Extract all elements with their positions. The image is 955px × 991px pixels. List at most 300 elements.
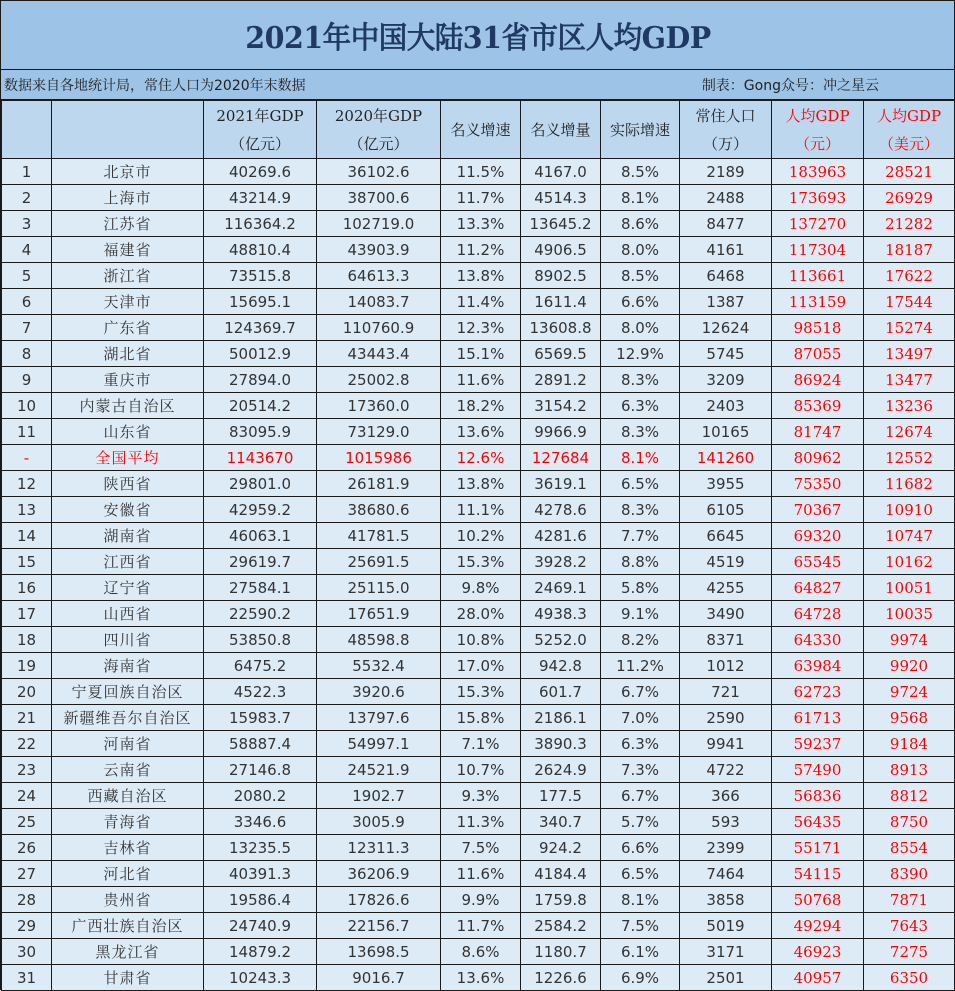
per-capita-cny-cell: 62723 xyxy=(772,679,864,705)
per-capita-usd-cell: 8554 xyxy=(864,835,955,861)
gdp2020-cell: 41781.5 xyxy=(317,523,441,549)
header-name xyxy=(52,101,204,159)
nominal-increase-cell: 2624.9 xyxy=(521,757,601,783)
province-name: 宁夏回族自治区 xyxy=(52,679,204,705)
per-capita-usd-cell: 26929 xyxy=(864,185,955,211)
province-name: 山东省 xyxy=(52,419,204,445)
nominal-increase-cell: 177.5 xyxy=(521,783,601,809)
gdp2020-cell: 17360.0 xyxy=(317,393,441,419)
real-growth-cell: 6.9% xyxy=(601,965,680,991)
population-cell: 141260 xyxy=(680,445,772,471)
gdp2020-cell: 17826.6 xyxy=(317,887,441,913)
rank-cell: 3 xyxy=(2,211,52,237)
rank-cell: 23 xyxy=(2,757,52,783)
population-cell: 6105 xyxy=(680,497,772,523)
nominal-increase-cell: 4938.3 xyxy=(521,601,601,627)
gdp2021-cell: 73515.8 xyxy=(204,263,317,289)
per-capita-cny-cell: 46923 xyxy=(772,939,864,965)
header-rank xyxy=(2,101,52,159)
per-capita-usd-cell: 9568 xyxy=(864,705,955,731)
per-capita-cny-cell: 69320 xyxy=(772,523,864,549)
nominal-growth-cell: 10.2% xyxy=(441,523,521,549)
per-capita-cny-cell: 81747 xyxy=(772,419,864,445)
nominal-increase-cell: 13645.2 xyxy=(521,211,601,237)
per-capita-usd-cell: 8750 xyxy=(864,809,955,835)
per-capita-cny-cell: 85369 xyxy=(772,393,864,419)
nominal-growth-cell: 9.8% xyxy=(441,575,521,601)
population-cell: 4161 xyxy=(680,237,772,263)
nominal-increase-cell: 1611.4 xyxy=(521,289,601,315)
table-row xyxy=(2,523,955,549)
per-capita-usd-cell: 9920 xyxy=(864,653,955,679)
province-name: 贵州省 xyxy=(52,887,204,913)
per-capita-usd-cell: 13497 xyxy=(864,341,955,367)
nominal-increase-cell: 1180.7 xyxy=(521,939,601,965)
population-cell: 4255 xyxy=(680,575,772,601)
table-row xyxy=(2,653,955,679)
real-growth-cell: 6.6% xyxy=(601,835,680,861)
province-name: 海南省 xyxy=(52,653,204,679)
population-cell: 12624 xyxy=(680,315,772,341)
table-row xyxy=(2,419,955,445)
province-name: 北京市 xyxy=(52,159,204,185)
table-row xyxy=(2,705,955,731)
province-name: 陕西省 xyxy=(52,471,204,497)
gdp2021-cell: 46063.1 xyxy=(204,523,317,549)
header-real-growth: 实际增速 xyxy=(601,101,680,159)
rank-cell: 14 xyxy=(2,523,52,549)
real-growth-cell: 6.7% xyxy=(601,783,680,809)
population-cell: 6645 xyxy=(680,523,772,549)
gdp-table xyxy=(1,100,955,991)
gdp2021-cell: 83095.9 xyxy=(204,419,317,445)
nominal-growth-cell: 15.8% xyxy=(441,705,521,731)
province-name: 浙江省 xyxy=(52,263,204,289)
per-capita-cny-cell: 64330 xyxy=(772,627,864,653)
gdp2020-cell: 12311.3 xyxy=(317,835,441,861)
nominal-growth-cell: 11.6% xyxy=(441,367,521,393)
national-average-row xyxy=(2,445,955,471)
gdp2021-cell: 124369.7 xyxy=(204,315,317,341)
population-cell: 6468 xyxy=(680,263,772,289)
per-capita-usd-cell: 15274 xyxy=(864,315,955,341)
rank-cell: 29 xyxy=(2,913,52,939)
rank-cell: 21 xyxy=(2,705,52,731)
data-source-note: 数据来自各地统计局，常住人口为2020年末数据 xyxy=(4,77,306,94)
per-capita-cny-cell: 61713 xyxy=(772,705,864,731)
real-growth-cell: 8.5% xyxy=(601,159,680,185)
nominal-increase-cell: 3890.3 xyxy=(521,731,601,757)
gdp2020-cell: 14083.7 xyxy=(317,289,441,315)
gdp2020-cell: 36206.9 xyxy=(317,861,441,887)
nominal-growth-cell: 12.3% xyxy=(441,315,521,341)
table-row xyxy=(2,185,955,211)
real-growth-cell: 5.8% xyxy=(601,575,680,601)
gdp2021-cell: 58887.4 xyxy=(204,731,317,757)
province-name: 辽宁省 xyxy=(52,575,204,601)
population-cell: 1387 xyxy=(680,289,772,315)
province-name: 广西壮族自治区 xyxy=(52,913,204,939)
per-capita-cny-cell: 57490 xyxy=(772,757,864,783)
nominal-increase-cell: 4906.5 xyxy=(521,237,601,263)
per-capita-usd-cell: 18187 xyxy=(864,237,955,263)
population-cell: 5019 xyxy=(680,913,772,939)
gdp2021-cell: 10243.3 xyxy=(204,965,317,991)
subtitle-band xyxy=(1,70,954,100)
nominal-increase-cell: 4184.4 xyxy=(521,861,601,887)
population-cell: 7464 xyxy=(680,861,772,887)
gdp2021-cell: 40269.6 xyxy=(204,159,317,185)
gdp2021-cell: 50012.9 xyxy=(204,341,317,367)
per-capita-cny-cell: 86924 xyxy=(772,367,864,393)
per-capita-cny-cell: 56836 xyxy=(772,783,864,809)
rank-cell: 20 xyxy=(2,679,52,705)
nominal-increase-cell: 3928.2 xyxy=(521,549,601,575)
per-capita-cny-cell: 49294 xyxy=(772,913,864,939)
gdp2020-cell: 24521.9 xyxy=(317,757,441,783)
nominal-growth-cell: 13.6% xyxy=(441,965,521,991)
real-growth-cell: 8.1% xyxy=(601,887,680,913)
table-row xyxy=(2,861,955,887)
population-cell: 2501 xyxy=(680,965,772,991)
table-row xyxy=(2,315,955,341)
per-capita-cny-cell: 55171 xyxy=(772,835,864,861)
per-capita-cny-cell: 183963 xyxy=(772,159,864,185)
gdp2020-cell: 9016.7 xyxy=(317,965,441,991)
population-cell: 5745 xyxy=(680,341,772,367)
real-growth-cell: 8.6% xyxy=(601,211,680,237)
nominal-increase-cell: 1759.8 xyxy=(521,887,601,913)
table-row xyxy=(2,627,955,653)
gdp2021-cell: 27584.1 xyxy=(204,575,317,601)
nominal-increase-cell: 127684 xyxy=(521,445,601,471)
nominal-increase-cell: 1226.6 xyxy=(521,965,601,991)
nominal-growth-cell: 17.0% xyxy=(441,653,521,679)
province-name: 青海省 xyxy=(52,809,204,835)
rank-cell: 4 xyxy=(2,237,52,263)
per-capita-cny-cell: 64827 xyxy=(772,575,864,601)
table-row xyxy=(2,159,955,185)
population-cell: 10165 xyxy=(680,419,772,445)
nominal-increase-cell: 9966.9 xyxy=(521,419,601,445)
nominal-increase-cell: 4278.6 xyxy=(521,497,601,523)
province-name: 重庆市 xyxy=(52,367,204,393)
gdp2020-cell: 36102.6 xyxy=(317,159,441,185)
real-growth-cell: 6.7% xyxy=(601,679,680,705)
header-gdp2020: 2020年GDP （亿元） xyxy=(317,101,441,159)
per-capita-cny-cell: 113661 xyxy=(772,263,864,289)
rank-cell: 25 xyxy=(2,809,52,835)
header-nominal-increase: 名义增量 xyxy=(521,101,601,159)
nominal-increase-cell: 5252.0 xyxy=(521,627,601,653)
nominal-increase-cell: 2186.1 xyxy=(521,705,601,731)
real-growth-cell: 7.3% xyxy=(601,757,680,783)
province-name: 广东省 xyxy=(52,315,204,341)
population-cell: 4722 xyxy=(680,757,772,783)
per-capita-cny-cell: 137270 xyxy=(772,211,864,237)
population-cell: 3209 xyxy=(680,367,772,393)
per-capita-cny-cell: 50768 xyxy=(772,887,864,913)
table-row xyxy=(2,497,955,523)
table-row xyxy=(2,341,955,367)
table-row xyxy=(2,939,955,965)
per-capita-cny-cell: 87055 xyxy=(772,341,864,367)
real-growth-cell: 8.0% xyxy=(601,315,680,341)
gdp2021-cell: 116364.2 xyxy=(204,211,317,237)
rank-cell: 28 xyxy=(2,887,52,913)
gdp2021-cell: 20514.2 xyxy=(204,393,317,419)
province-name: 江西省 xyxy=(52,549,204,575)
population-cell: 2403 xyxy=(680,393,772,419)
table-row xyxy=(2,887,955,913)
per-capita-usd-cell: 7643 xyxy=(864,913,955,939)
rank-cell: 31 xyxy=(2,965,52,991)
nominal-growth-cell: 7.1% xyxy=(441,731,521,757)
nominal-growth-cell: 9.9% xyxy=(441,887,521,913)
table-row xyxy=(2,575,955,601)
gdp2021-cell: 1143670 xyxy=(204,445,317,471)
gdp2021-cell: 43214.9 xyxy=(204,185,317,211)
gdp2020-cell: 38680.6 xyxy=(317,497,441,523)
nominal-growth-cell: 15.3% xyxy=(441,549,521,575)
province-name: 甘肃省 xyxy=(52,965,204,991)
rank-cell: 12 xyxy=(2,471,52,497)
province-name: 天津市 xyxy=(52,289,204,315)
header-per-capita-cny: 人均GDP （元） xyxy=(772,101,864,159)
table-row xyxy=(2,263,955,289)
nominal-growth-cell: 13.8% xyxy=(441,471,521,497)
population-cell: 9941 xyxy=(680,731,772,757)
gdp2021-cell: 4522.3 xyxy=(204,679,317,705)
nominal-growth-cell: 8.6% xyxy=(441,939,521,965)
rank-cell: 2 xyxy=(2,185,52,211)
rank-cell: 6 xyxy=(2,289,52,315)
gdp2021-cell: 27894.0 xyxy=(204,367,317,393)
gdp2021-cell: 29619.7 xyxy=(204,549,317,575)
province-name: 福建省 xyxy=(52,237,204,263)
rank-cell: 9 xyxy=(2,367,52,393)
nominal-increase-cell: 601.7 xyxy=(521,679,601,705)
nominal-increase-cell: 924.2 xyxy=(521,835,601,861)
per-capita-cny-cell: 98518 xyxy=(772,315,864,341)
real-growth-cell: 8.3% xyxy=(601,367,680,393)
gdp2021-cell: 27146.8 xyxy=(204,757,317,783)
gdp2020-cell: 38700.6 xyxy=(317,185,441,211)
nominal-growth-cell: 11.5% xyxy=(441,159,521,185)
rank-cell: 24 xyxy=(2,783,52,809)
real-growth-cell: 9.1% xyxy=(601,601,680,627)
province-name: 四川省 xyxy=(52,627,204,653)
header-nominal-growth: 名义增速 xyxy=(441,101,521,159)
province-name: 湖南省 xyxy=(52,523,204,549)
nominal-growth-cell: 11.2% xyxy=(441,237,521,263)
per-capita-usd-cell: 28521 xyxy=(864,159,955,185)
per-capita-cny-cell: 173693 xyxy=(772,185,864,211)
rank-cell: 22 xyxy=(2,731,52,757)
gdp2021-cell: 53850.8 xyxy=(204,627,317,653)
header-row xyxy=(2,101,955,159)
real-growth-cell: 12.9% xyxy=(601,341,680,367)
population-cell: 3490 xyxy=(680,601,772,627)
gdp2021-cell: 24740.9 xyxy=(204,913,317,939)
rank-cell: 15 xyxy=(2,549,52,575)
population-cell: 8371 xyxy=(680,627,772,653)
per-capita-cny-cell: 70367 xyxy=(772,497,864,523)
nominal-increase-cell: 4514.3 xyxy=(521,185,601,211)
real-growth-cell: 6.5% xyxy=(601,471,680,497)
per-capita-usd-cell: 8812 xyxy=(864,783,955,809)
province-name: 湖北省 xyxy=(52,341,204,367)
real-growth-cell: 7.5% xyxy=(601,913,680,939)
table-row xyxy=(2,809,955,835)
gdp2021-cell: 15695.1 xyxy=(204,289,317,315)
nominal-increase-cell: 8902.5 xyxy=(521,263,601,289)
gdp2020-cell: 3920.6 xyxy=(317,679,441,705)
nominal-growth-cell: 13.3% xyxy=(441,211,521,237)
real-growth-cell: 7.0% xyxy=(601,705,680,731)
province-name: 安徽省 xyxy=(52,497,204,523)
per-capita-usd-cell: 13236 xyxy=(864,393,955,419)
population-cell: 2399 xyxy=(680,835,772,861)
real-growth-cell: 6.3% xyxy=(601,393,680,419)
rank-cell: 19 xyxy=(2,653,52,679)
gdp2021-cell: 40391.3 xyxy=(204,861,317,887)
gdp2021-cell: 14879.2 xyxy=(204,939,317,965)
gdp2020-cell: 48598.8 xyxy=(317,627,441,653)
rank-cell: 27 xyxy=(2,861,52,887)
gdp2021-cell: 29801.0 xyxy=(204,471,317,497)
rank-cell: 26 xyxy=(2,835,52,861)
per-capita-cny-cell: 117304 xyxy=(772,237,864,263)
rank-cell: - xyxy=(2,445,52,471)
nominal-increase-cell: 6569.5 xyxy=(521,341,601,367)
gdp2021-cell: 13235.5 xyxy=(204,835,317,861)
nominal-growth-cell: 15.3% xyxy=(441,679,521,705)
province-name: 江苏省 xyxy=(52,211,204,237)
header-per-capita-usd: 人均GDP （美元） xyxy=(864,101,955,159)
province-name: 上海市 xyxy=(52,185,204,211)
nominal-increase-cell: 3154.2 xyxy=(521,393,601,419)
population-cell: 8477 xyxy=(680,211,772,237)
author-credit: 制表：Gong众号：冲之星云 xyxy=(701,77,879,94)
gdp2020-cell: 110760.9 xyxy=(317,315,441,341)
population-cell: 2488 xyxy=(680,185,772,211)
population-cell: 3858 xyxy=(680,887,772,913)
gdp2020-cell: 25691.5 xyxy=(317,549,441,575)
nominal-growth-cell: 7.5% xyxy=(441,835,521,861)
rank-cell: 16 xyxy=(2,575,52,601)
per-capita-cny-cell: 64728 xyxy=(772,601,864,627)
title-band xyxy=(1,1,954,70)
rank-cell: 10 xyxy=(2,393,52,419)
gdp2020-cell: 54997.1 xyxy=(317,731,441,757)
per-capita-cny-cell: 56435 xyxy=(772,809,864,835)
per-capita-usd-cell: 17622 xyxy=(864,263,955,289)
per-capita-cny-cell: 75350 xyxy=(772,471,864,497)
table-row xyxy=(2,679,955,705)
table-row xyxy=(2,757,955,783)
per-capita-cny-cell: 63984 xyxy=(772,653,864,679)
per-capita-usd-cell: 21282 xyxy=(864,211,955,237)
province-name: 云南省 xyxy=(52,757,204,783)
per-capita-usd-cell: 13477 xyxy=(864,367,955,393)
nominal-increase-cell: 2469.1 xyxy=(521,575,601,601)
nominal-growth-cell: 11.7% xyxy=(441,185,521,211)
nominal-increase-cell: 340.7 xyxy=(521,809,601,835)
nominal-increase-cell: 2891.2 xyxy=(521,367,601,393)
rank-cell: 18 xyxy=(2,627,52,653)
nominal-growth-cell: 11.6% xyxy=(441,861,521,887)
population-cell: 721 xyxy=(680,679,772,705)
per-capita-usd-cell: 12674 xyxy=(864,419,955,445)
table-row xyxy=(2,367,955,393)
gdp2021-cell: 22590.2 xyxy=(204,601,317,627)
gdp2020-cell: 13698.5 xyxy=(317,939,441,965)
per-capita-cny-cell: 59237 xyxy=(772,731,864,757)
province-name: 内蒙古自治区 xyxy=(52,393,204,419)
nominal-growth-cell: 13.8% xyxy=(441,263,521,289)
rank-cell: 30 xyxy=(2,939,52,965)
nominal-growth-cell: 28.0% xyxy=(441,601,521,627)
nominal-increase-cell: 4281.6 xyxy=(521,523,601,549)
gdp2020-cell: 26181.9 xyxy=(317,471,441,497)
nominal-growth-cell: 9.3% xyxy=(441,783,521,809)
gdp2020-cell: 102719.0 xyxy=(317,211,441,237)
table-row xyxy=(2,601,955,627)
real-growth-cell: 8.1% xyxy=(601,185,680,211)
per-capita-usd-cell: 10051 xyxy=(864,575,955,601)
per-capita-usd-cell: 10747 xyxy=(864,523,955,549)
table-row xyxy=(2,211,955,237)
gdp2020-cell: 25115.0 xyxy=(317,575,441,601)
real-growth-cell: 8.0% xyxy=(601,237,680,263)
real-growth-cell: 6.3% xyxy=(601,731,680,757)
header-gdp2021: 2021年GDP （亿元） xyxy=(204,101,317,159)
nominal-growth-cell: 11.3% xyxy=(441,809,521,835)
per-capita-cny-cell: 54115 xyxy=(772,861,864,887)
nominal-increase-cell: 2584.2 xyxy=(521,913,601,939)
table-row xyxy=(2,393,955,419)
per-capita-usd-cell: 10910 xyxy=(864,497,955,523)
per-capita-usd-cell: 9184 xyxy=(864,731,955,757)
nominal-growth-cell: 18.2% xyxy=(441,393,521,419)
nominal-increase-cell: 13608.8 xyxy=(521,315,601,341)
per-capita-usd-cell: 10162 xyxy=(864,549,955,575)
table-row xyxy=(2,289,955,315)
real-growth-cell: 8.5% xyxy=(601,263,680,289)
gdp2021-cell: 2080.2 xyxy=(204,783,317,809)
real-growth-cell: 6.1% xyxy=(601,939,680,965)
nominal-increase-cell: 942.8 xyxy=(521,653,601,679)
gdp2020-cell: 43443.4 xyxy=(317,341,441,367)
gdp2021-cell: 48810.4 xyxy=(204,237,317,263)
province-name: 吉林省 xyxy=(52,835,204,861)
table-row xyxy=(2,471,955,497)
per-capita-cny-cell: 40957 xyxy=(772,965,864,991)
table-row xyxy=(2,783,955,809)
gdp2020-cell: 5532.4 xyxy=(317,653,441,679)
gdp2020-cell: 1015986 xyxy=(317,445,441,471)
gdp2020-cell: 22156.7 xyxy=(317,913,441,939)
rank-cell: 7 xyxy=(2,315,52,341)
real-growth-cell: 11.2% xyxy=(601,653,680,679)
real-growth-cell: 8.8% xyxy=(601,549,680,575)
table-row xyxy=(2,965,955,991)
table-row xyxy=(2,237,955,263)
gdp2020-cell: 17651.9 xyxy=(317,601,441,627)
nominal-increase-cell: 3619.1 xyxy=(521,471,601,497)
province-name: 全国平均 xyxy=(52,445,204,471)
